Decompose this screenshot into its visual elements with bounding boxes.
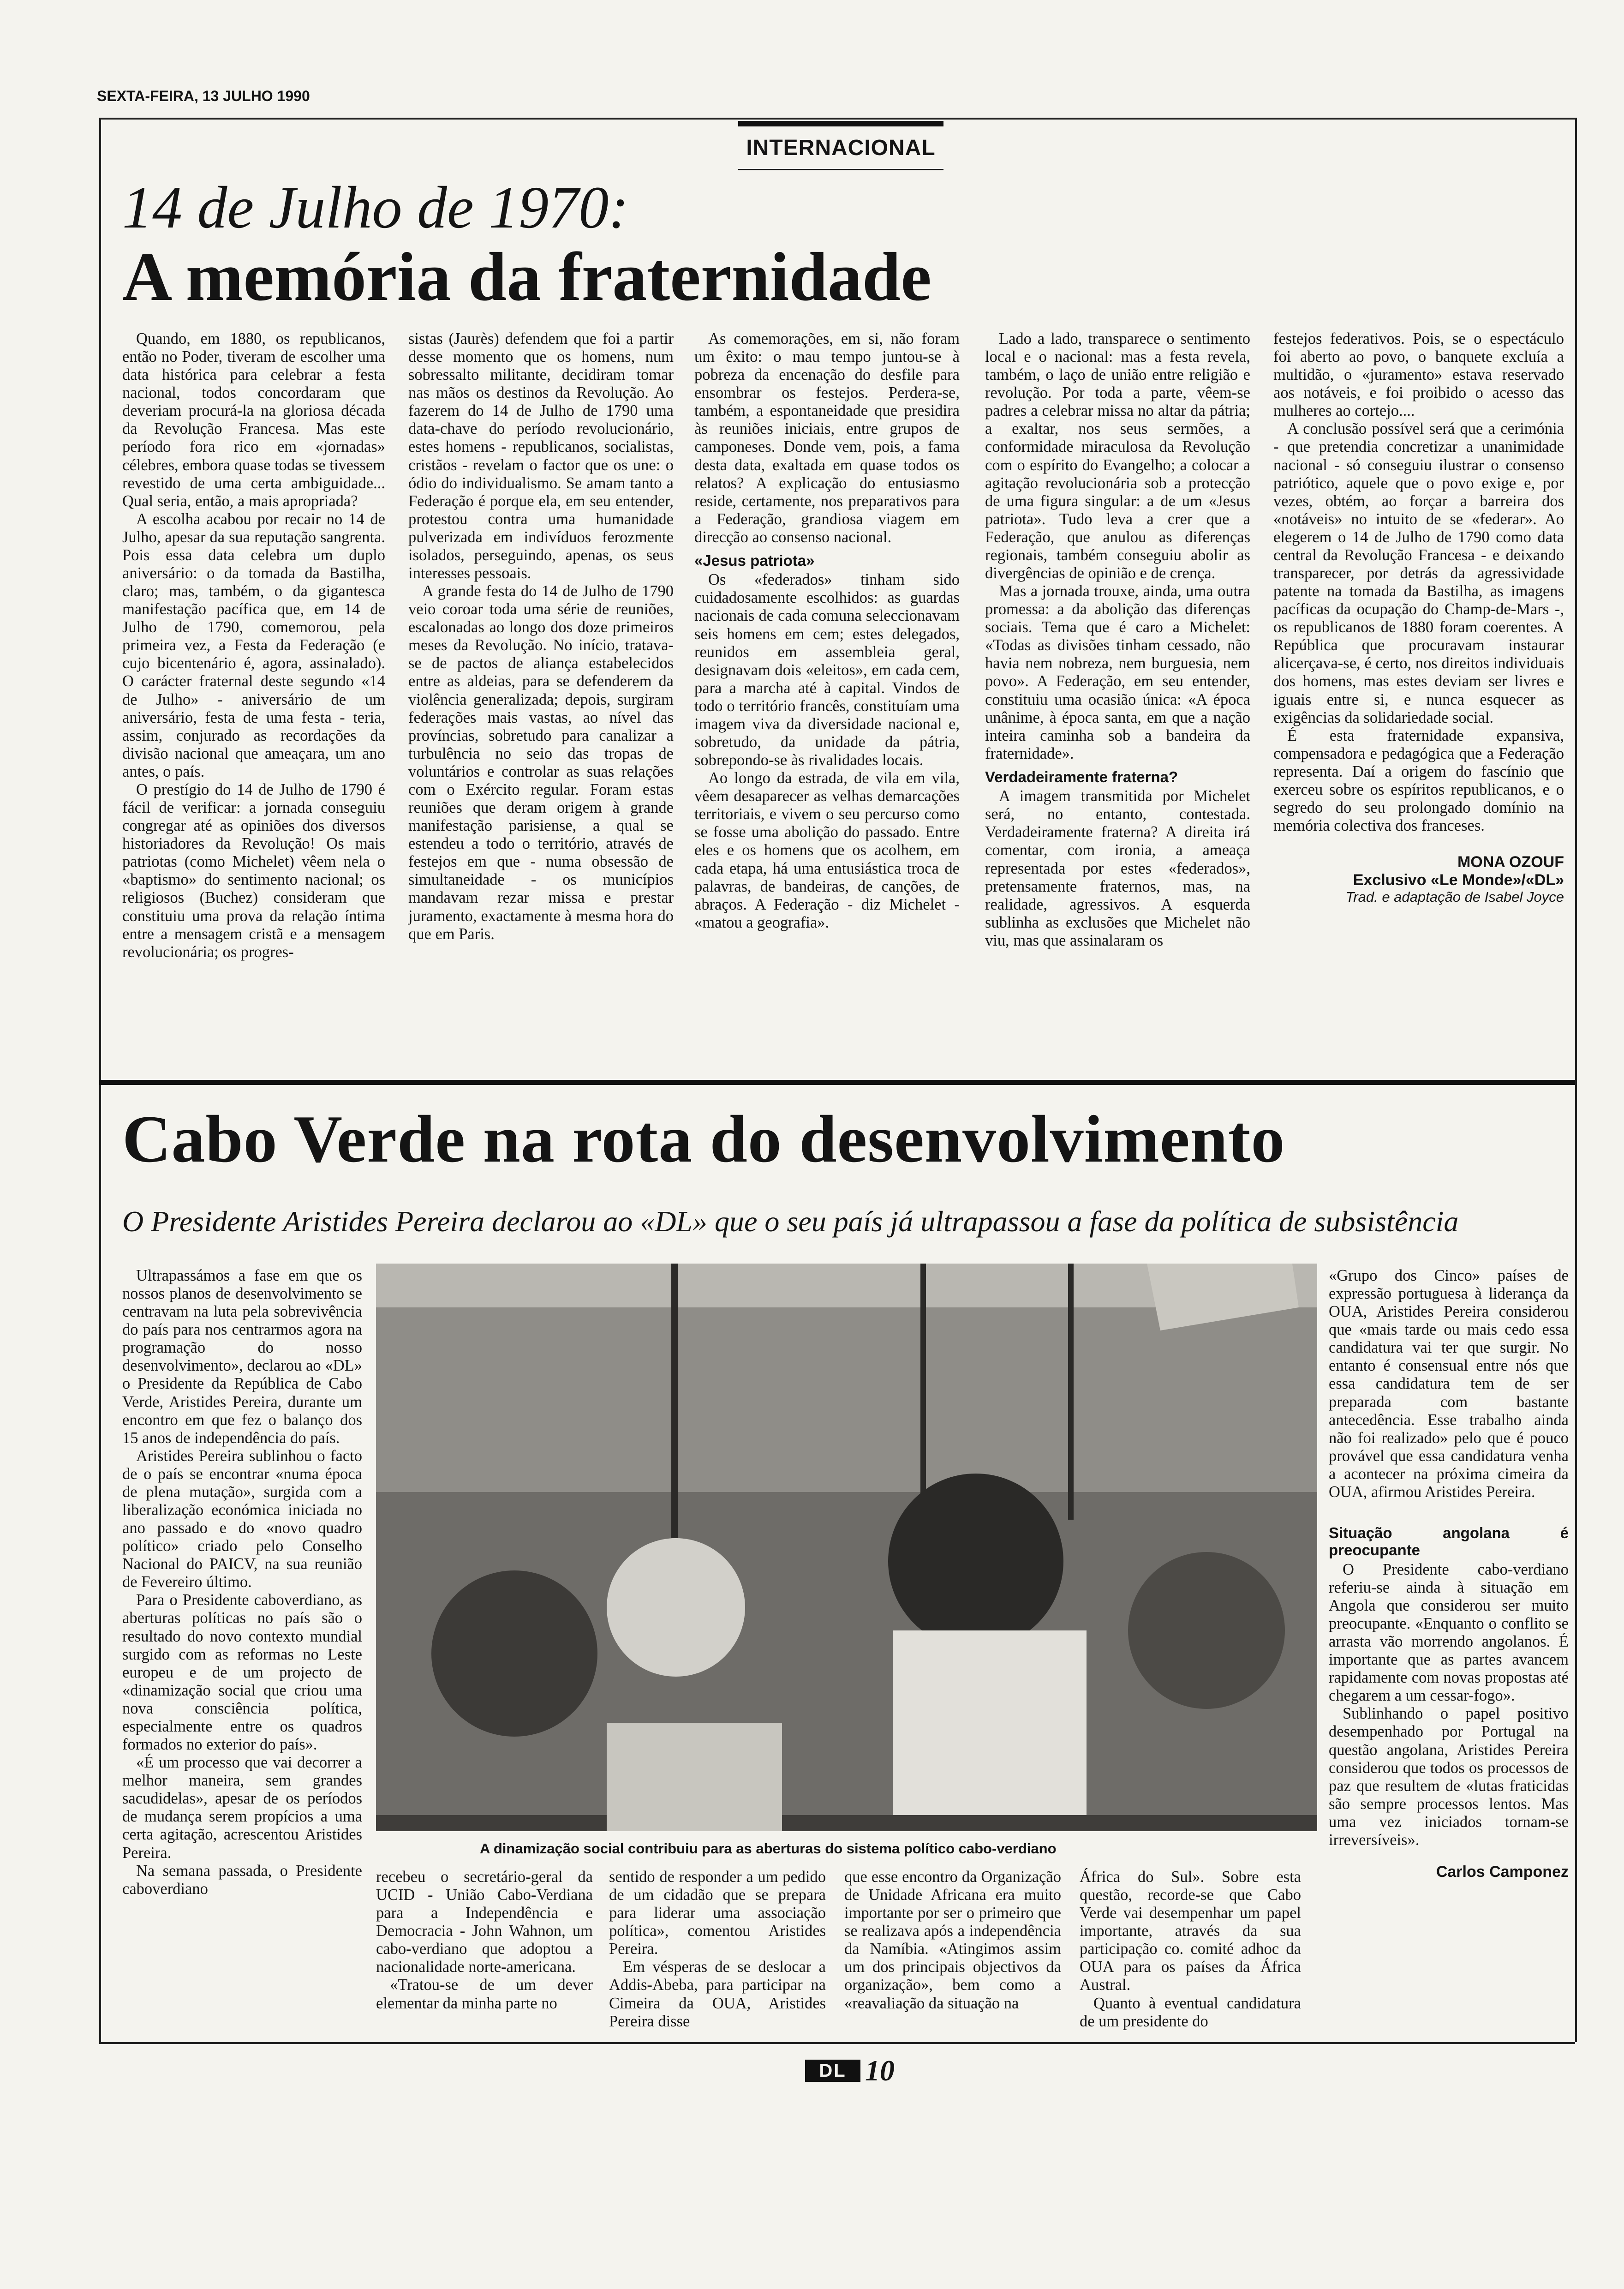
paragraph: As comemorações, em si, não foram um êxito: o mau tempo juntou-se à pobreza da encenação do desfile para ensombrar os festejos. Perdera-se, também, a espontaneidade que presidira às reuniões iniciais, entre grupos de camponeses. Donde vem, pois, a fama desta data, exaltada em quase todos os relatos? A explicação do entusiasmo reside, certamente, nos preparativos para a Federação, grandiosa viagem em direcção ao consenso nacional. xyxy=(694,330,960,546)
paragraph: Ao longo da estrada, de vila em vila, vêem desaparecer as velhas demarcações territoriais, e vivem o seu percurso como se fosse uma abolição do passado. Entre eles e os homens que os acolhem, em cada etapa, há uma entusiástica troca de palavras, de bandeiras, de canções, de abraços. A Federação - diz Michelet - «matou a geografia». xyxy=(694,769,960,931)
paragraph: sentido de responder a um pedido de um cidadão que se prepara para liderar uma associação política», comentou Aristides Pereira. xyxy=(609,1868,826,1958)
article1-kicker: 14 de Julho de 1970: xyxy=(122,174,629,241)
photo-crowd xyxy=(376,1264,1317,1831)
section-tag: INTERNACIONAL xyxy=(738,121,943,170)
photo-caption: A dinamização social contribuiu para as aberturas do sistema político cabo-verdiano xyxy=(480,1840,1057,1857)
frame-bottom-rule xyxy=(99,2042,1575,2044)
paragraph: Sublinhando o papel positivo desempenhado por Portugal na questão angolana, Aristides Pereira considerou que todos os processos de paz que resultem de «lutas fraticidas são sempre processos lentos. Mas uma vez iniciados tornam-se irreversíveis». xyxy=(1329,1705,1569,1849)
subhead-situacao-angolana: Situação angolana é preocupante xyxy=(1329,1524,1569,1559)
paragraph: Lado a lado, transparece o sentimento local e o nacional: mas a festa revela, também, o laço de união entre religião e revolução. Por toda a parte, vêem-se padres a celebrar missa no altar da pátria; a exaltar, nos seus sermões, a conformidade miraculosa da Revolução com o espírito do Evangelho; a colocar a agitação revolucionária sob a protecção de uma figura singular: a de um «Jesus patriota». Tudo leva a crer que a Federação, que anulou as diferenças regionais, também conseguiu abolir as divergências de opinião e de crença. xyxy=(985,330,1250,582)
paragraph: Para o Presidente caboverdiano, as aberturas políticas no país são o resultado do novo contexto mundial surgido com as reformas no Leste europeu e de um projecto de «dinamização social que criou uma nova consciência política, especialmente entre os quadros formados no exterior do país». xyxy=(122,1591,362,1754)
subhead-jesus-patriota: «Jesus patriota» xyxy=(694,551,815,569)
article2-colE xyxy=(1080,1868,1301,2031)
paragraph: Quando, em 1880, os republicanos, então no Poder, tiveram de escolher uma data histórica para celebrar a festa nacional, todos concordaram que deveriam procurá-la na gloriosa década da Revolução Francesa. Mas este período fora rico em «jornadas» célebres, embora quase todas se tivessem revestido de uma certa ambiguidade... Qual seria, então, a mais apropriada? xyxy=(122,330,385,510)
paragraph: A grande festa do 14 de Julho de 1790 veio coroar toda uma série de reuniões, escalonadas ao longo dos doze primeiros meses da Revolução. No início, tratava-se de pactos de aliança estabelecidos entre as aldeias, para se defenderem da violência generalizada; depois, surgiram federações mais vastas, ao nível das províncias, sobretudo para canalizar a turbulência no seio das tropas de voluntários e controlar as suas relações com o Exército regular. Foram estas reuniões que deram origem à grande manifestação parisiense, a qual se estendeu a todo o território, através de festejos em que - numa obsessão de simultaneidade - os municípios mandavam rezar missa e prestar juramento, exactamente à mesma hora do que em Paris. xyxy=(408,582,674,943)
paragraph: festejos federativos. Pois, se o espectáculo foi aberto ao povo, o banquete excluía a multidão, o «juramento» estava reservado aos notáveis, e foi proibido o acesso das mulheres ao cortejo.... xyxy=(1273,330,1564,420)
paragraph: A conclusão possível será que a cerimónia - que pretendia concretizar a unanimidade nacional - só conseguiu ilustrar o consenso patriótico, aquele que o povo exige e, por vezes, obtém, ao forçar a barreira dos «notáveis» no intuito de se «federar». Ao elegerem o 14 de Julho de 1790 como data central da Revolução Francesa - e deixando transparecer, por detrás da agressividade patente na tomada da Bastilha, as imagens pacíficas da ocupação do Champ-de-Mars -, os republicanos de 1880 foram coerentes. A República que procuravam instaurar alicerçava-se, é certo, nos direitos individuais dos homens, mas estes deviam ser livres e iguais entre si, e nunca esquecer as exigências da solidariedade social. xyxy=(1273,420,1564,726)
paragraph: «Tratou-se de um dever elementar da minha parte no xyxy=(376,1976,593,2012)
dl-logo: DL xyxy=(805,2060,860,2082)
paragraph: O prestígio do 14 de Julho de 1790 é fácil de verificar: a jornada conseguiu congregar até as opiniões dos diversos historiadores da Revolução! Os mais patriotas (como Michelet) vêem nela o «baptismo» do sentimento nacional; os religiosos (Buchez) consideram que constituiu uma prova da relação íntima entre a mensagem cristã e a mensagem revolucionária; os progres- xyxy=(122,780,385,961)
paragraph: É esta fraternidade expansiva, compensadora e pedagógica que a Federação representa. Daí a origem do fascínio que exerceu sobre os espíritos republicanos, e o segredo do seu prolongado domínio na memória colectiva dos franceses. xyxy=(1273,726,1564,835)
subhead-verdadeiramente-fraterna: Verdadeiramente fraterna? xyxy=(985,768,1178,785)
article2-dek: O Presidente Aristides Pereira declarou ao «DL» que o seu país já ultrapassou a fase da política de subsistência xyxy=(122,1205,1459,1238)
paragraph: Em vésperas de se deslocar a Addis-Abeba, para participar na Cimeira da OUA, Aristides Pereira disse xyxy=(609,1958,826,2030)
paragraph: que esse encontro da Organização de Unidade Africana era muito importante por ser o primeiro que se realizava após a independência da Namíbia. «Atingimos assim um dos principais objectivos da organização», bem como a «reavaliação da situação na xyxy=(844,1868,1061,2012)
section-divider xyxy=(99,1080,1575,1085)
paragraph: Aristides Pereira sublinhou o facto de o país se encontrar «numa época de plena mutação», surgida com a liberalização económica iniciada no ano passado e do «novo quadro político» criado pelo Conselho Nacional do PAICV, na sua reunião de Fevereiro último. xyxy=(122,1447,362,1591)
article2-colA xyxy=(122,1267,362,1898)
article1-col1 xyxy=(122,330,385,961)
article2-colC xyxy=(609,1868,826,2031)
article2-headline: Cabo Verde na rota do desenvolvimento xyxy=(122,1102,1285,1176)
article1-col4 xyxy=(985,330,1250,950)
article2-colD xyxy=(844,1868,1061,2013)
article2-author: Carlos Camponez xyxy=(1436,1863,1569,1881)
page-number: 10 xyxy=(865,2054,895,2087)
paragraph: «Grupo dos Cinco» países de expressão portuguesa à liderança da OUA, Aristides Pereira considerou que «mais tarde ou mais cedo essa candidatura vai ter que surgir. No entanto é consensual entre nós que essa candidatura tem de ser preparada com bastante antecedência. Esse trabalho ainda não foi realizado» pelo que é pouco provável que essa candidatura venha a acontecer na próxima cimeira da OUA, afirmou Aristides Pereira. xyxy=(1329,1267,1569,1501)
article1-translator: Trad. e adaptação de Isabel Joyce xyxy=(1345,889,1564,905)
paragraph: Quanto à eventual candidatura de um presidente do xyxy=(1080,1994,1301,2030)
photo-image xyxy=(376,1264,1317,1831)
paragraph: Na semana passada, o Presidente caboverdiano xyxy=(122,1862,362,1898)
article1-col2 xyxy=(408,330,674,943)
paragraph: Ultrapassámos a fase em que os nossos planos de desenvolvimento se centravam na luta pela sobrevivência do país para nos centrarmos agora na programação do nosso desenvolvimento», declarou ao «DL» o Presidente da República de Cabo Verde, Aristides Pereira, durante um encontro em que fez o balanço dos 15 anos de independência do país. xyxy=(122,1267,362,1447)
article1-author: MONA OZOUF xyxy=(1457,853,1564,871)
paragraph: Os «federados» tinham sido cuidadosamente escolhidos: as guardas nacionais de cada comuna seleccionavam seis homens em cem; estes delegados, reunidos em assembleia geral, designavam dois «eleitos», em cada cem, para a marcha até à capital. Vindos de todo o território francês, constituíam uma imagem viva da diversidade nacional e, sobretudo, da unidade da pátria, sobrepondo-se às rivalidades locais. xyxy=(694,571,960,769)
paragraph: O Presidente cabo-verdiano referiu-se ainda à situação em Angola que considerou ser muito preocupante. «Enquanto o conflito se arrasta vão morrendo angolanos. É importante que as partes avancem rapidamente com novas propostas até chegarem a um cessar-fogo». xyxy=(1329,1560,1569,1705)
paragraph: A imagem transmitida por Michelet será, no entanto, contestada. Verdadeiramente fraterna? A direita irá comentar, com ironia, a ameaça representada por estes «federados», pretensamente fraternos, mas, na realidade, agressivos. A esquerda sublinha as exclusões que Michelet não viu, mas que assinalaram os xyxy=(985,787,1250,949)
paragraph: «É um processo que vai decorrer a melhor maneira, sem grandes sacudidelas», apesar de os períodos de mudança serem propícios a uma certa agitação, acrescentou Aristides Pereira. xyxy=(122,1754,362,1862)
article1-source: Exclusivo «Le Monde»/«DL» xyxy=(1353,871,1564,889)
paragraph: recebeu o secretário-geral da UCID - União Cabo-Verdiana para a Independência e Democracia - John Wahnon, um cabo-verdiano que adoptou a nacionalidade norte-americana. xyxy=(376,1868,593,1976)
folio xyxy=(805,2054,895,2088)
paragraph: África do Sul». Sobre esta questão, recorde-se que Cabo Verde vai desempenhar um papel importante, através da sua participação co. comité adhoc da OUA para os países da África Austral. xyxy=(1080,1868,1301,1994)
article2-colF xyxy=(1329,1267,1569,1881)
article1-col3 xyxy=(694,330,960,932)
article1-headline: A memória da fraternidade xyxy=(122,239,931,315)
paragraph: Mas a jornada trouxe, ainda, uma outra promessa: a da abolição das diferenças sociais. Tema que é caro a Michelet: «Todas as divisões tinham cessado, não havia nem nobreza, nem burguesia, nem povo». A Federação, em seu entender, constituiu uma ocasião única: «A época unânime, à época santa, em que a nação inteira caminha sob a bandeira da fraternidade». xyxy=(985,582,1250,762)
article2-colB xyxy=(376,1868,593,2013)
dateline: SEXTA-FEIRA, 13 JULHO 1990 xyxy=(97,88,310,104)
paragraph: sistas (Jaurès) defendem que foi a partir desse momento que os homens, num sobressalto militante, decidiram tomar nas mãos os destinos da Revolução. Ao fazerem do 14 de Julho de 1790 uma data-chave do período revolucionário, estes homens - republicanos, socialistas, cristãos - revelam o factor que os une: o ódio do individualismo. Se amam tanto a Federação é porque ela, em seu entender, protestou contra uma humanidade pulverizada em indivíduos ferozmente isolados, perseguindo, apenas, os seus interesses pessoais. xyxy=(408,330,674,582)
paragraph: A escolha acabou por recair no 14 de Julho, apesar da sua reputação sangrenta. Pois essa data celebra um duplo aniversário: o da tomada da Bastilha, claro; mas, também, o da gigantesca manifestação pacífica que, em 14 de Julho de 1790, comemorou, pela primeira vez, a Festa da Federação (e cujo bicentenário é, agora, assinalado). O carácter fraternal deste segundo «14 de Julho» - aniversário de um aniversário, festa de uma festa - teria, assim, conjurado as recordações da divisão nacional que ameaçara, um ano antes, o país. xyxy=(122,510,385,780)
article1-col5 xyxy=(1273,330,1564,905)
